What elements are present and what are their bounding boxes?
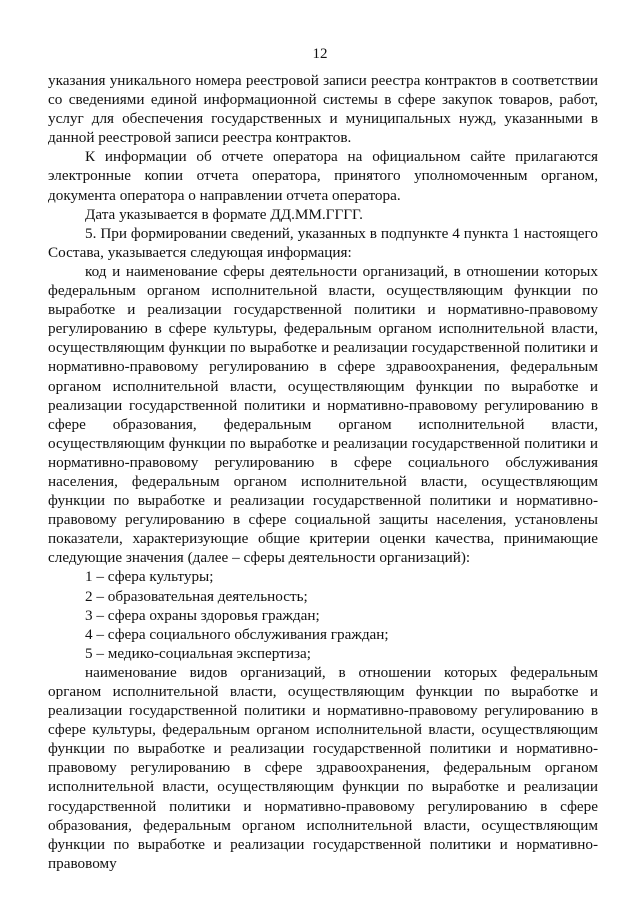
sphere-list — [48, 567, 598, 662]
list-item: 2 – образовательная деятельность; — [85, 587, 308, 605]
document-body — [48, 71, 598, 873]
paragraph-2: К информации об отчете оператора на официальном сайте прилагаются электронные копии отчета оператора, принятого уполномоченным органом, документа оператора о направлении отчета оператора. — [48, 148, 598, 204]
list-item: 5 – медико-социальная экспертиза; — [85, 644, 311, 662]
closing-paragraph: наименование видов организаций, в отношении которых федеральным органом исполнительной власти, осуществляющим функции по выработке и реализации государственной политики и нормативно-правовому регулированию в сфере культуры, федеральным органом исполнительной власти, осуществляющим функции по выработке и реализации государственной политики и нормативно-правовому регулированию в сфере здравоохранения, федеральным органом исполнительной власти, осуществляющим функции по выработке и реализации государственной политики и нормативно-правовому регулированию в сфере образования, федеральным органом исполнительной власти, осуществляющим функции по выработке и реализации государственной политики и нормативно-правовому — [48, 663, 598, 872]
paragraph-3: Дата указывается в формате ДД.ММ.ГГГГ. — [85, 205, 363, 223]
list-item: 4 – сфера социального обслуживания граждан; — [85, 625, 389, 643]
page-number: 12 — [312, 46, 328, 62]
paragraph-4: 5. При формировании сведений, указанных в подпункте 4 пункта 1 настоящего Состава, указывается следующая информация: — [48, 224, 598, 261]
paragraph-5: код и наименование сферы деятельности организаций, в отношении которых федеральным органом исполнительной власти, осуществляющим функции по выработке и реализации государственной политики и нормативно-правовому регулированию в сфере культуры, федеральным органом исполнительной власти, осуществляющим функции по выработке и реализации государственной политики и нормативно-правовому регулированию в сфере здравоохранения, федеральным органом исполнительной власти, осуществляющим функции по выработке и реализации государственной политики и нормативно-правовому регулированию в сфере образования, федеральным органом исполнительной власти, осуществляющим функции по выработке и реализации государственной политики и нормативно-правовому регулированию в сфере социального обслуживания населения, федеральным органом исполнительной власти, осуществляющим функции по выработке и реализации государственной политики и нормативно-правовому регулированию в сфере социальной защиты населения, установлены показатели, характеризующие общие критерии оценки качества, принимающие следующие значения (далее – сферы деятельности организаций): — [48, 262, 598, 567]
list-item: 3 – сфера охраны здоровья граждан; — [85, 606, 320, 624]
paragraph-1: указания уникального номера реестровой записи реестра контрактов в соответствии со сведениями единой информационной системы в сфере закупок товаров, работ, услуг для обеспечения государственных и муниципальных нужд, указанными в данной реестровой записи реестра контрактов. — [48, 72, 598, 147]
list-item: 1 – сфера культуры; — [85, 568, 214, 586]
